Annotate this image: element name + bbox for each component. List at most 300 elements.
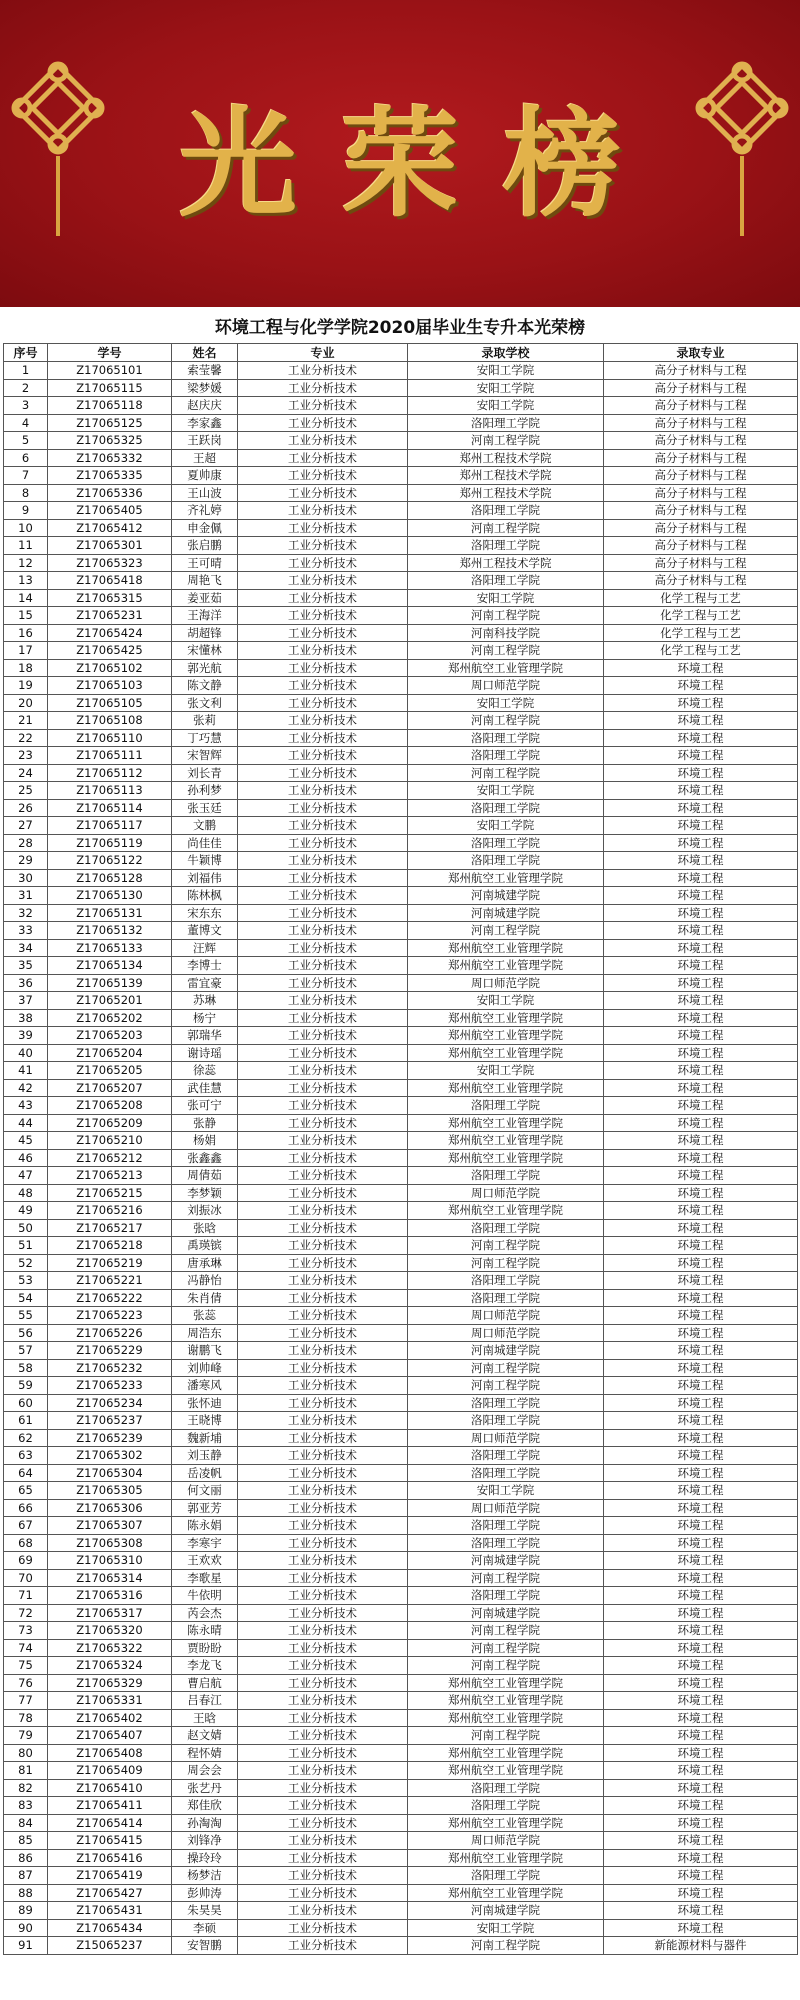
cell-name: 杨娟 <box>172 1132 238 1150</box>
cell-student-id: Z17065118 <box>48 397 172 415</box>
cell-student-id: Z17065409 <box>48 1762 172 1780</box>
cell-admitted-school: 郑州航空工业管理学院 <box>408 939 604 957</box>
cell-admitted-major: 环境工程 <box>604 1132 798 1150</box>
cell-admitted-major: 环境工程 <box>604 1814 798 1832</box>
cell-admitted-school: 郑州工程技术学院 <box>408 484 604 502</box>
cell-name: 索莹馨 <box>172 362 238 380</box>
table-row <box>4 502 798 520</box>
cell-admitted-major: 环境工程 <box>604 1114 798 1132</box>
cell-admitted-school: 郑州航空工业管理学院 <box>408 1149 604 1167</box>
cell-student-id: Z17065217 <box>48 1219 172 1237</box>
cell-major: 工业分析技术 <box>238 397 408 415</box>
cell-name: 魏新埔 <box>172 1429 238 1447</box>
cell-index: 88 <box>4 1884 48 1902</box>
cell-admitted-major: 环境工程 <box>604 1674 798 1692</box>
table-row <box>4 379 798 397</box>
cell-student-id: Z17065204 <box>48 1044 172 1062</box>
cell-index: 64 <box>4 1464 48 1482</box>
cell-admitted-school: 河南城建学院 <box>408 904 604 922</box>
cell-major: 工业分析技术 <box>238 1832 408 1850</box>
cell-name: 彭帅涛 <box>172 1884 238 1902</box>
cell-name: 宋懂林 <box>172 642 238 660</box>
cell-admitted-major: 环境工程 <box>604 677 798 695</box>
cell-admitted-major: 高分子材料与工程 <box>604 379 798 397</box>
cell-student-id: Z17065320 <box>48 1622 172 1640</box>
cell-name: 陈永娟 <box>172 1517 238 1535</box>
cell-admitted-major: 高分子材料与工程 <box>604 554 798 572</box>
cell-student-id: Z17065416 <box>48 1849 172 1867</box>
cell-major: 工业分析技术 <box>238 484 408 502</box>
cell-index: 24 <box>4 764 48 782</box>
cell-admitted-major: 环境工程 <box>604 817 798 835</box>
cell-major: 工业分析技术 <box>238 1482 408 1500</box>
cell-major: 工业分析技术 <box>238 1359 408 1377</box>
cell-admitted-school: 河南工程学院 <box>408 1254 604 1272</box>
cell-admitted-school: 河南工程学院 <box>408 1639 604 1657</box>
table-row <box>4 1587 798 1605</box>
cell-major: 工业分析技术 <box>238 1324 408 1342</box>
table-row <box>4 1709 798 1727</box>
cell-admitted-school: 周口师范学院 <box>408 1307 604 1325</box>
cell-name: 宋智辉 <box>172 747 238 765</box>
cell-index: 68 <box>4 1534 48 1552</box>
cell-admitted-major: 环境工程 <box>604 1727 798 1745</box>
cell-name: 杨宁 <box>172 1009 238 1027</box>
cell-index: 91 <box>4 1937 48 1955</box>
cell-admitted-major: 环境工程 <box>604 1569 798 1587</box>
cell-major: 工业分析技术 <box>238 1307 408 1325</box>
table-row <box>4 729 798 747</box>
cell-admitted-major: 环境工程 <box>604 729 798 747</box>
cell-name: 王晓博 <box>172 1412 238 1430</box>
cell-name: 杨梦洁 <box>172 1867 238 1885</box>
cell-admitted-school: 洛阳理工学院 <box>408 1219 604 1237</box>
cell-admitted-major: 环境工程 <box>604 1429 798 1447</box>
cell-name: 刘锋净 <box>172 1832 238 1850</box>
cell-admitted-major: 环境工程 <box>604 869 798 887</box>
cell-student-id: Z17065218 <box>48 1237 172 1255</box>
cell-admitted-school: 河南城建学院 <box>408 887 604 905</box>
cell-index: 16 <box>4 624 48 642</box>
cell-admitted-major: 环境工程 <box>604 939 798 957</box>
cell-student-id: Z17065317 <box>48 1604 172 1622</box>
cell-name: 文鹏 <box>172 817 238 835</box>
table-row <box>4 1429 798 1447</box>
cell-index: 49 <box>4 1202 48 1220</box>
cell-admitted-school: 郑州航空工业管理学院 <box>408 1009 604 1027</box>
cell-admitted-major: 高分子材料与工程 <box>604 432 798 450</box>
cell-index: 44 <box>4 1114 48 1132</box>
cell-index: 58 <box>4 1359 48 1377</box>
cell-major: 工业分析技术 <box>238 1184 408 1202</box>
cell-major: 工业分析技术 <box>238 607 408 625</box>
cell-index: 13 <box>4 572 48 590</box>
cell-index: 21 <box>4 712 48 730</box>
table-row <box>4 624 798 642</box>
cell-admitted-school: 郑州航空工业管理学院 <box>408 1674 604 1692</box>
cell-student-id: Z17065239 <box>48 1429 172 1447</box>
cell-admitted-school: 洛阳理工学院 <box>408 502 604 520</box>
cell-student-id: Z17065427 <box>48 1884 172 1902</box>
table-row <box>4 572 798 590</box>
cell-name: 王跃岗 <box>172 432 238 450</box>
cell-admitted-major: 环境工程 <box>604 1709 798 1727</box>
cell-major: 工业分析技术 <box>238 694 408 712</box>
table-row <box>4 607 798 625</box>
table-row <box>4 484 798 502</box>
cell-admitted-school: 郑州航空工业管理学院 <box>408 1814 604 1832</box>
cell-major: 工业分析技术 <box>238 1219 408 1237</box>
table-row <box>4 1412 798 1430</box>
table-row <box>4 677 798 695</box>
cell-name: 夏帅康 <box>172 467 238 485</box>
table-row <box>4 1114 798 1132</box>
cell-major: 工业分析技术 <box>238 659 408 677</box>
cell-admitted-school: 安阳工学院 <box>408 782 604 800</box>
cell-admitted-major: 化学工程与工艺 <box>604 607 798 625</box>
cell-student-id: Z17065322 <box>48 1639 172 1657</box>
cell-admitted-major: 环境工程 <box>604 1167 798 1185</box>
cell-index: 83 <box>4 1797 48 1815</box>
cell-admitted-school: 安阳工学院 <box>408 397 604 415</box>
cell-admitted-major: 高分子材料与工程 <box>604 537 798 555</box>
cell-student-id: Z17065434 <box>48 1919 172 1937</box>
table-row <box>4 1044 798 1062</box>
cell-student-id: Z17065210 <box>48 1132 172 1150</box>
cell-major: 工业分析技术 <box>238 519 408 537</box>
cell-index: 39 <box>4 1027 48 1045</box>
cell-major: 工业分析技术 <box>238 624 408 642</box>
cell-name: 王晗 <box>172 1709 238 1727</box>
cell-name: 何文丽 <box>172 1482 238 1500</box>
table-row <box>4 1447 798 1465</box>
table-row <box>4 1867 798 1885</box>
cell-student-id: Z17065324 <box>48 1657 172 1675</box>
cell-student-id: Z17065335 <box>48 467 172 485</box>
cell-index: 42 <box>4 1079 48 1097</box>
cell-admitted-school: 河南工程学院 <box>408 642 604 660</box>
cell-admitted-major: 环境工程 <box>604 1832 798 1850</box>
table-row <box>4 1499 798 1517</box>
table-row <box>4 1604 798 1622</box>
cell-name: 张鑫鑫 <box>172 1149 238 1167</box>
table-row <box>4 537 798 555</box>
cell-name: 郭亚芳 <box>172 1499 238 1517</box>
cell-admitted-school: 郑州航空工业管理学院 <box>408 1132 604 1150</box>
cell-index: 27 <box>4 817 48 835</box>
table-row <box>4 904 798 922</box>
cell-admitted-school: 洛阳理工学院 <box>408 852 604 870</box>
cell-admitted-school: 周口师范学院 <box>408 1324 604 1342</box>
cell-student-id: Z17065419 <box>48 1867 172 1885</box>
cell-admitted-major: 环境工程 <box>604 1587 798 1605</box>
cell-name: 丁巧慧 <box>172 729 238 747</box>
cell-admitted-major: 环境工程 <box>604 1394 798 1412</box>
cell-admitted-school: 洛阳理工学院 <box>408 1464 604 1482</box>
cell-admitted-school: 河南工程学院 <box>408 607 604 625</box>
cell-name: 申金佩 <box>172 519 238 537</box>
cell-admitted-major: 环境工程 <box>604 1254 798 1272</box>
cell-index: 12 <box>4 554 48 572</box>
cell-student-id: Z17065208 <box>48 1097 172 1115</box>
cell-student-id: Z17065402 <box>48 1709 172 1727</box>
table-row <box>4 1149 798 1167</box>
cell-major: 工业分析技术 <box>238 1062 408 1080</box>
cell-student-id: Z17065410 <box>48 1779 172 1797</box>
cell-student-id: Z17065221 <box>48 1272 172 1290</box>
cell-major: 工业分析技术 <box>238 1587 408 1605</box>
cell-index: 8 <box>4 484 48 502</box>
cell-name: 王超 <box>172 449 238 467</box>
cell-student-id: Z17065405 <box>48 502 172 520</box>
cell-name: 贾盼盼 <box>172 1639 238 1657</box>
cell-index: 23 <box>4 747 48 765</box>
cell-student-id: Z17065212 <box>48 1149 172 1167</box>
cell-major: 工业分析技术 <box>238 1884 408 1902</box>
cell-major: 工业分析技术 <box>238 922 408 940</box>
cell-student-id: Z17065125 <box>48 414 172 432</box>
table-row <box>4 1517 798 1535</box>
cell-major: 工业分析技术 <box>238 1727 408 1745</box>
table-row <box>4 1167 798 1185</box>
cell-admitted-school: 河南城建学院 <box>408 1902 604 1920</box>
cell-admitted-major: 环境工程 <box>604 659 798 677</box>
cell-index: 67 <box>4 1517 48 1535</box>
cell-index: 70 <box>4 1569 48 1587</box>
cell-admitted-major: 高分子材料与工程 <box>604 414 798 432</box>
cell-student-id: Z17065412 <box>48 519 172 537</box>
cell-name: 张静 <box>172 1114 238 1132</box>
table-row <box>4 1027 798 1045</box>
cell-admitted-school: 洛阳理工学院 <box>408 1447 604 1465</box>
cell-name: 郑佳欣 <box>172 1797 238 1815</box>
banner-title: 光荣榜 <box>178 94 665 233</box>
cell-admitted-school: 郑州航空工业管理学院 <box>408 957 604 975</box>
table-row <box>4 887 798 905</box>
table-row <box>4 397 798 415</box>
cell-index: 20 <box>4 694 48 712</box>
cell-admitted-school: 洛阳理工学院 <box>408 1587 604 1605</box>
cell-index: 38 <box>4 1009 48 1027</box>
cell-index: 57 <box>4 1342 48 1360</box>
cell-student-id: Z17065316 <box>48 1587 172 1605</box>
table-row <box>4 939 798 957</box>
cell-student-id: Z17065329 <box>48 1674 172 1692</box>
cell-major: 工业分析技术 <box>238 869 408 887</box>
cell-admitted-school: 洛阳理工学院 <box>408 572 604 590</box>
cell-index: 30 <box>4 869 48 887</box>
cell-admitted-school: 安阳工学院 <box>408 992 604 1010</box>
cell-student-id: Z17065128 <box>48 869 172 887</box>
cell-student-id: Z17065301 <box>48 537 172 555</box>
cell-admitted-school: 郑州航空工业管理学院 <box>408 1692 604 1710</box>
cell-admitted-major: 环境工程 <box>604 1289 798 1307</box>
table-row <box>4 1482 798 1500</box>
cell-name: 吕春江 <box>172 1692 238 1710</box>
cell-admitted-major: 环境工程 <box>604 1552 798 1570</box>
cell-admitted-school: 安阳工学院 <box>408 694 604 712</box>
cell-major: 工业分析技术 <box>238 1709 408 1727</box>
cell-index: 74 <box>4 1639 48 1657</box>
cell-name: 李歌星 <box>172 1569 238 1587</box>
cell-index: 11 <box>4 537 48 555</box>
cell-student-id: Z17065234 <box>48 1394 172 1412</box>
cell-index: 84 <box>4 1814 48 1832</box>
cell-student-id: Z17065103 <box>48 677 172 695</box>
cell-student-id: Z17065336 <box>48 484 172 502</box>
table-row <box>4 1132 798 1150</box>
table-row <box>4 747 798 765</box>
cell-major: 工业分析技术 <box>238 502 408 520</box>
cell-student-id: Z17065113 <box>48 782 172 800</box>
cell-admitted-school: 洛阳理工学院 <box>408 834 604 852</box>
cell-name: 牛颖博 <box>172 852 238 870</box>
cell-major: 工业分析技术 <box>238 1744 408 1762</box>
cell-name: 张启鹏 <box>172 537 238 555</box>
cell-admitted-school: 洛阳理工学院 <box>408 1272 604 1290</box>
cell-index: 65 <box>4 1482 48 1500</box>
cell-name: 郭光航 <box>172 659 238 677</box>
cell-admitted-school: 安阳工学院 <box>408 589 604 607</box>
cell-major: 工业分析技术 <box>238 1552 408 1570</box>
cell-student-id: Z17065331 <box>48 1692 172 1710</box>
table-row <box>4 1639 798 1657</box>
cell-index: 15 <box>4 607 48 625</box>
cell-admitted-school: 河南城建学院 <box>408 1604 604 1622</box>
cell-admitted-school: 洛阳理工学院 <box>408 1167 604 1185</box>
cell-name: 赵文婧 <box>172 1727 238 1745</box>
cell-major: 工业分析技术 <box>238 362 408 380</box>
table-row <box>4 817 798 835</box>
cell-name: 张怀迪 <box>172 1394 238 1412</box>
table-row <box>4 1657 798 1675</box>
table-row <box>4 1342 798 1360</box>
cell-major: 工业分析技术 <box>238 1464 408 1482</box>
cell-index: 52 <box>4 1254 48 1272</box>
cell-major: 工业分析技术 <box>238 817 408 835</box>
table-row <box>4 362 798 380</box>
cell-student-id: Z17065110 <box>48 729 172 747</box>
cell-major: 工业分析技术 <box>238 1937 408 1955</box>
cell-name: 张可宁 <box>172 1097 238 1115</box>
cell-index: 7 <box>4 467 48 485</box>
cell-name: 徐蕊 <box>172 1062 238 1080</box>
cell-student-id: Z17065111 <box>48 747 172 765</box>
cell-name: 刘福伟 <box>172 869 238 887</box>
cell-name: 刘帅峰 <box>172 1359 238 1377</box>
cell-index: 56 <box>4 1324 48 1342</box>
cell-index: 48 <box>4 1184 48 1202</box>
cell-index: 25 <box>4 782 48 800</box>
table-row <box>4 869 798 887</box>
cell-admitted-major: 高分子材料与工程 <box>604 519 798 537</box>
cell-admitted-major: 环境工程 <box>604 1079 798 1097</box>
cell-name: 姜亚茹 <box>172 589 238 607</box>
cell-admitted-school: 周口师范学院 <box>408 1429 604 1447</box>
cell-student-id: Z17065219 <box>48 1254 172 1272</box>
cell-admitted-major: 环境工程 <box>604 1377 798 1395</box>
cell-admitted-school: 郑州工程技术学院 <box>408 554 604 572</box>
cell-admitted-school: 河南工程学院 <box>408 1657 604 1675</box>
cell-major: 工业分析技术 <box>238 1342 408 1360</box>
cell-index: 50 <box>4 1219 48 1237</box>
cell-admitted-major: 环境工程 <box>604 764 798 782</box>
cell-admitted-school: 洛阳理工学院 <box>408 1517 604 1535</box>
cell-major: 工业分析技术 <box>238 1849 408 1867</box>
cell-index: 19 <box>4 677 48 695</box>
cell-student-id: Z17065108 <box>48 712 172 730</box>
table-row <box>4 799 798 817</box>
cell-student-id: Z17065222 <box>48 1289 172 1307</box>
cell-admitted-school: 洛阳理工学院 <box>408 537 604 555</box>
cell-name: 操玲玲 <box>172 1849 238 1867</box>
cell-student-id: Z17065101 <box>48 362 172 380</box>
cell-admitted-major: 环境工程 <box>604 852 798 870</box>
cell-index: 59 <box>4 1377 48 1395</box>
cell-index: 71 <box>4 1587 48 1605</box>
header-admitted-major: 录取专业 <box>604 344 798 362</box>
cell-name: 雷宜豪 <box>172 974 238 992</box>
table-row <box>4 712 798 730</box>
cell-student-id: Z17065237 <box>48 1412 172 1430</box>
cell-name: 潘寒风 <box>172 1377 238 1395</box>
cell-major: 工业分析技术 <box>238 1447 408 1465</box>
table-row <box>4 1552 798 1570</box>
cell-admitted-major: 环境工程 <box>604 782 798 800</box>
cell-admitted-school: 郑州航空工业管理学院 <box>408 1027 604 1045</box>
cell-name: 刘长青 <box>172 764 238 782</box>
cell-major: 工业分析技术 <box>238 1867 408 1885</box>
cell-major: 工业分析技术 <box>238 1132 408 1150</box>
cell-admitted-major: 环境工程 <box>604 1762 798 1780</box>
cell-major: 工业分析技术 <box>238 1604 408 1622</box>
cell-admitted-major: 环境工程 <box>604 1657 798 1675</box>
cell-admitted-school: 周口师范学院 <box>408 1832 604 1850</box>
cell-admitted-major: 环境工程 <box>604 1482 798 1500</box>
table-row <box>4 519 798 537</box>
cell-index: 75 <box>4 1657 48 1675</box>
cell-admitted-major: 环境工程 <box>604 1779 798 1797</box>
cell-index: 18 <box>4 659 48 677</box>
cell-admitted-school: 洛阳理工学院 <box>408 1289 604 1307</box>
cell-major: 工业分析技术 <box>238 449 408 467</box>
table-row <box>4 974 798 992</box>
header-index: 序号 <box>4 344 48 362</box>
cell-admitted-school: 郑州航空工业管理学院 <box>408 1884 604 1902</box>
cell-admitted-school: 洛阳理工学院 <box>408 729 604 747</box>
cell-index: 87 <box>4 1867 48 1885</box>
cell-student-id: Z17065119 <box>48 834 172 852</box>
table-row <box>4 1202 798 1220</box>
cell-student-id: Z17065304 <box>48 1464 172 1482</box>
table-row <box>4 957 798 975</box>
cell-major: 工业分析技术 <box>238 1569 408 1587</box>
table-row <box>4 1692 798 1710</box>
cell-major: 工业分析技术 <box>238 852 408 870</box>
cell-student-id: Z17065117 <box>48 817 172 835</box>
table-row <box>4 1009 798 1027</box>
cell-admitted-school: 洛阳理工学院 <box>408 747 604 765</box>
table-row <box>4 1079 798 1097</box>
cell-name: 陈林枫 <box>172 887 238 905</box>
cell-admitted-school: 安阳工学院 <box>408 1062 604 1080</box>
cell-major: 工业分析技术 <box>238 554 408 572</box>
cell-admitted-school: 周口师范学院 <box>408 1499 604 1517</box>
cell-admitted-major: 环境工程 <box>604 1219 798 1237</box>
table-row <box>4 467 798 485</box>
cell-index: 51 <box>4 1237 48 1255</box>
cell-admitted-major: 环境工程 <box>604 1184 798 1202</box>
